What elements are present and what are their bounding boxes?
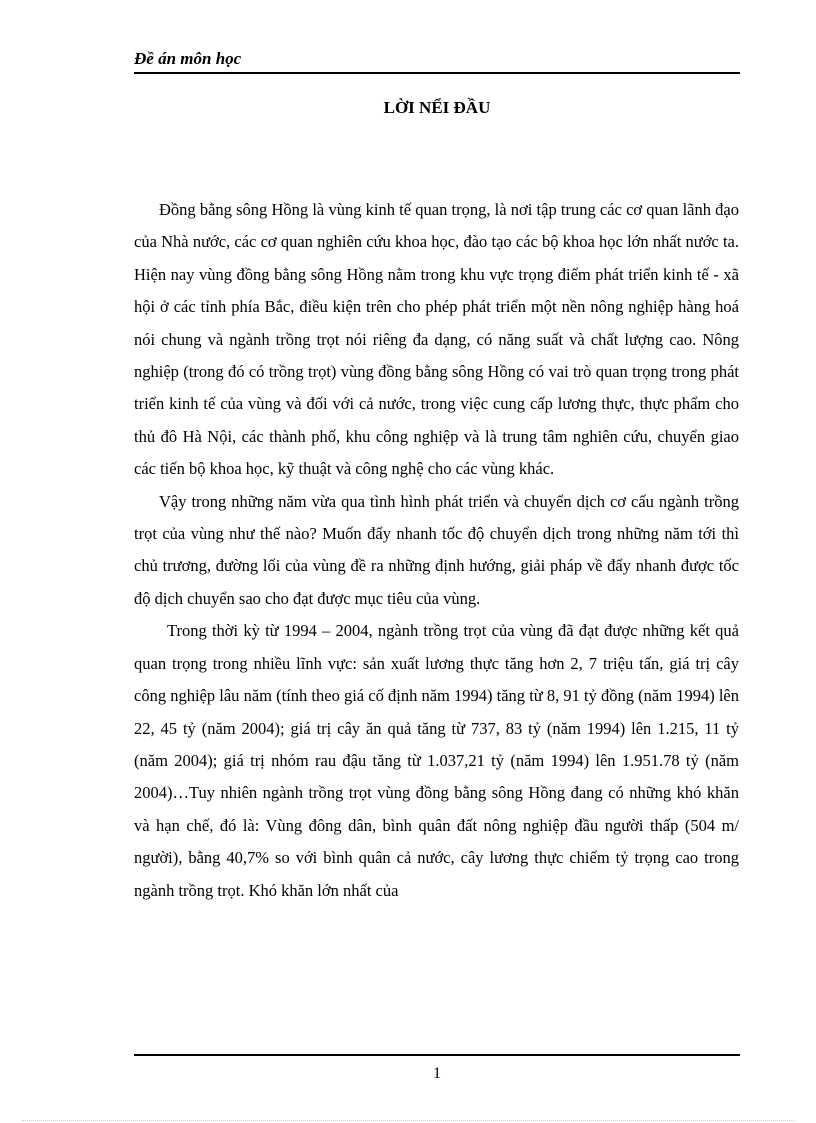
paragraph: Đồng bằng sông Hồng là vùng kinh tế quan trọng, là nơi tập trung các cơ quan lãnh đạo của Nhà nước, các cơ quan nghiên cứu khoa học, đào tạo các bộ khoa học lớn nhất nước ta. Hiện nay vùng đồng bằng sông Hồng nằm trong khu vực trọng điểm phát triển kinh tế - xã hội ở các tỉnh phía Bắc, điều kiện trên cho phép phát triển một nền nông nghiệp hàng hoá nói chung và ngành trồng trọt nói riêng đa dạng, có năng suất và chất lượng cao. Nông nghiệp (trong đó có trồng trọt) vùng đồng bằng sông Hồng có vai trò quan trọng trong phát triển kinh tế của vùng và đối với cả nước, trong việc cung cấp lương thực, thực phẩm cho thủ đô Hà Nội, các thành phố, khu công nghiệp và là trung tâm nghiên cứu, chuyển giao các tiến bộ khoa học, kỹ thuật và công nghệ cho các vùng khác. bbox=[134, 200, 739, 479]
page-title: LỜI NỂI ĐẦU bbox=[383, 98, 491, 117]
paragraph: Trong thời kỳ từ 1994 – 2004, ngành trồng trọt của vùng đã đạt được những kết quả quan trọng trong nhiều lĩnh vực: sản xuất lương thực tăng hơn 2, 7 triệu tấn, giá trị cây công nghiệp lâu năm (tính theo giá cố định năm 1994) tăng từ 8, 91 tỷ đồng (năm 1994) lên 22, 45 tỷ (năm 2004); giá trị cây ăn quả tăng từ 737, 83 tỷ (năm 1994) lên 1.215, 11 tỷ (năm 2004); giá trị nhóm rau đậu tăng từ 1.037,21 tỷ (năm 1994) lên 1.951.78 tỷ (năm 2004)…Tuy nhiên ngành trồng trọt vùng đồng bằng sông Hồng đang có những khó khăn và hạn chế, đó là: Vùng đông dân, bình quân đất nông nghiệp đầu người thấp (504 m/ người), bằng 40,7% so với bình quân cả nước, cây lương thực chiếm tỷ trọng cao trong ngành trồng trọt. Khó khăn lớn nhất của bbox=[134, 621, 739, 900]
document-body bbox=[134, 194, 739, 907]
page-number: 1 bbox=[433, 1065, 441, 1082]
page-header bbox=[134, 48, 740, 74]
footer-divider bbox=[134, 1054, 740, 1056]
paragraph: Vậy trong những năm vừa qua tình hình phát triển và chuyển dịch cơ cấu ngành trồng trọt của vùng như thế nào? Muốn đẩy nhanh tốc độ chuyển dịch trong những năm tới thì chủ trương, đường lối của vùng đề ra những định hướng, giải pháp về đẩy nhanh được tốc độ dịch chuyển sao cho đạt được mục tiêu của vùng. bbox=[134, 491, 739, 608]
header-title: Đề án môn học bbox=[134, 49, 242, 68]
page-bottom-edge bbox=[22, 1120, 794, 1121]
